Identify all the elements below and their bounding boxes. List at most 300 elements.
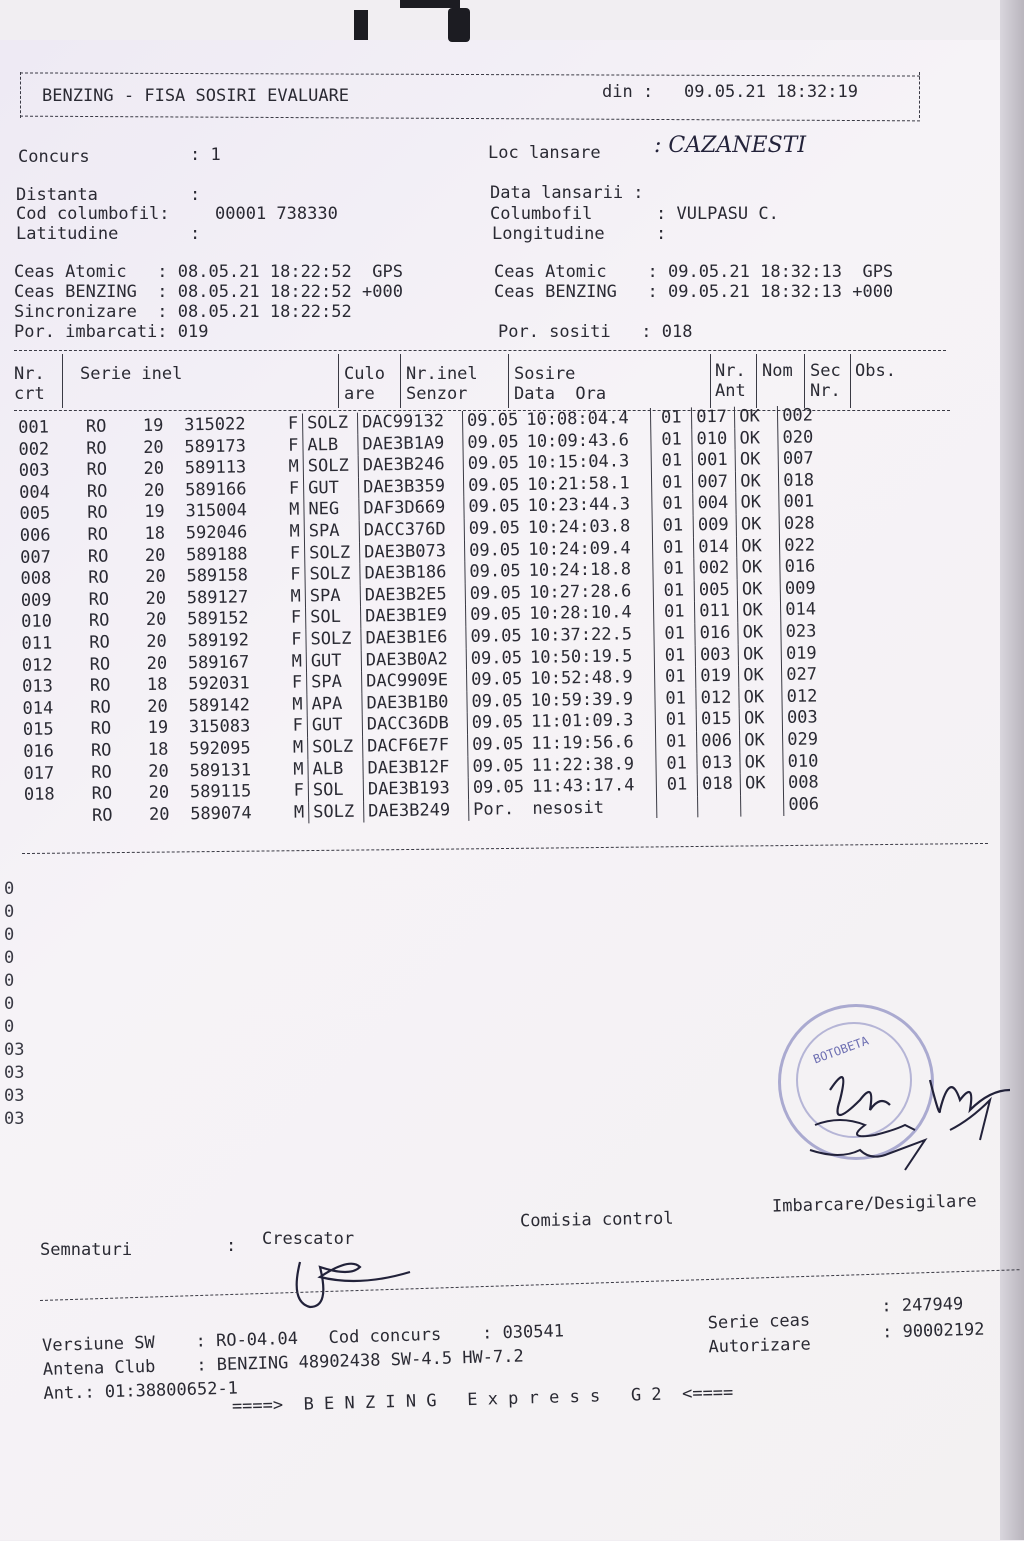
cell-sec: OK	[737, 536, 780, 558]
cell-dt: 09.05	[472, 733, 524, 755]
margin-digit: 0	[4, 879, 15, 899]
cell-rg: RO	[88, 610, 110, 632]
cell-obs: 007	[778, 448, 827, 470]
cell-sen: DACC36DB	[362, 713, 467, 736]
longitudine-label: Longitudine	[492, 224, 605, 244]
cell-sec: OK	[739, 708, 782, 730]
cell-col: GUT	[303, 477, 358, 499]
cell-nr: 015	[22, 719, 54, 741]
report-title: BENZING - FISA SOSIRI EVALUARE	[42, 86, 350, 106]
cell-sen: DAE3B2E5	[360, 584, 465, 607]
cell-sec: OK	[740, 751, 783, 773]
th-senzor: Senzor	[406, 384, 468, 404]
ceas-atomic-end: Ceas Atomic : 09.05.21 18:32:13 GPS	[494, 262, 894, 282]
cell-dt: 09.05	[470, 625, 522, 647]
th-serie-inel: Serie inel	[80, 364, 183, 384]
cell-yr: 20	[147, 696, 168, 717]
cell-sx: M	[284, 694, 307, 716]
cell-rg: RO	[91, 762, 112, 783]
cell-rn: 592095	[189, 738, 251, 760]
cell-obs: 002	[778, 405, 827, 427]
cell-nom: 001	[692, 450, 735, 472]
cell-tm: 10:08:04.4	[526, 408, 629, 430]
concurs-value: : 1	[190, 145, 221, 165]
cell-ant: 01	[651, 407, 692, 429]
cell-yr: 18	[146, 674, 168, 696]
cell-tm: 11:22:38.9	[531, 753, 635, 776]
cell-dt: 09.05	[470, 647, 523, 669]
margin-digit: 03	[4, 1086, 25, 1106]
cell-rn: 589167	[187, 651, 250, 673]
antena-club: Antena Club : BENZING 48902438 SW-4.5 HW-7.2	[42, 1346, 524, 1380]
cell-nr: 009	[20, 590, 52, 611]
cell-sx: M	[281, 500, 304, 522]
cell-yr: 18	[147, 739, 169, 760]
th-nr-ant-1: Nr.	[715, 361, 746, 381]
cell-rn: 589173	[184, 435, 247, 457]
margin-digit: 0	[4, 994, 15, 1014]
cell-sen: DAE3B193	[363, 778, 468, 801]
cell-sec: OK	[735, 406, 778, 428]
cell-tm: 10:09:43.6	[526, 429, 630, 452]
cell-sen: DAE3B249	[364, 800, 469, 823]
th-sec-nr: Nr.	[810, 381, 841, 401]
cell-rn: 315004	[185, 500, 248, 522]
porumbei-sositi: Por. sositi : 018	[498, 322, 693, 342]
cell-obs: 016	[780, 556, 829, 578]
cell-nom: 018	[697, 774, 740, 796]
cell-nom: 016	[695, 623, 738, 645]
cell-rn: 589127	[186, 587, 249, 609]
cell-obs: 020	[778, 427, 827, 449]
semnaturi-colon: :	[226, 1236, 237, 1256]
cell-ant: 01	[652, 515, 693, 537]
cell-rg: RO	[88, 567, 109, 589]
cell-sx: M	[281, 457, 304, 479]
cell-col: SOLZ	[304, 542, 359, 564]
cell-rg: RO	[90, 740, 112, 761]
cell-nr: 011	[21, 633, 53, 654]
cod-columbofil-label: Cod columbofil:	[16, 204, 170, 224]
cell-yr: 20	[148, 804, 170, 825]
cell-rn: 589192	[187, 630, 250, 652]
cell-sx: F	[285, 716, 308, 738]
cell-sen: DAE3B1B0	[362, 692, 467, 715]
cell-tm: 10:21:58.1	[527, 473, 630, 495]
cod-columbofil-value: 00001 738330	[215, 204, 338, 224]
cell-nom: 004	[693, 493, 736, 515]
cell-sx: F	[280, 413, 303, 435]
cell-yr: 20	[148, 782, 170, 804]
cell-yr: 20	[148, 761, 169, 782]
cell-rg: RO	[86, 459, 108, 481]
cell-sec: OK	[738, 600, 781, 622]
ceas-benzing-start: Ceas BENZING : 08.05.21 18:22:52 +000	[14, 282, 403, 302]
autorizare-value: : 90002192	[881, 1319, 985, 1343]
cell-ant: 01	[656, 731, 697, 753]
cell-dt: 09.05	[471, 690, 523, 712]
cell-sen: DAE3B1E6	[361, 627, 466, 650]
margin-digit: 0	[4, 971, 15, 991]
cell-nom: 019	[696, 666, 739, 688]
cell-sec: OK	[738, 644, 781, 666]
cell-ant: 01	[652, 472, 693, 494]
cell-yr: 20	[143, 437, 164, 458]
porumbei-imbarcati: Por. imbarcati: 019	[14, 322, 209, 342]
cell-sec: OK	[737, 579, 780, 601]
cell-dt: 09.05	[472, 755, 524, 777]
cell-col: NEG	[304, 499, 359, 521]
cell-yr: 20	[145, 588, 167, 609]
latitudine-label: Latitudine	[16, 224, 119, 244]
cell-col: GUT	[306, 650, 361, 672]
cell-rg: RO	[87, 546, 109, 567]
cell-nom: 015	[696, 709, 739, 731]
cell-sen: DAF3D669	[359, 497, 464, 520]
cell-nom: 003	[695, 644, 738, 666]
cell-dt: Por.	[473, 798, 515, 820]
cell-dt: 09.05	[469, 582, 522, 604]
cell-col: SOLZ	[305, 564, 360, 586]
cell-nr: 002	[18, 439, 50, 460]
cell-tm: 11:19:56.6	[531, 732, 634, 754]
cell-ant: 01	[651, 451, 692, 473]
cell-rg: RO	[86, 438, 107, 459]
cell-sx: F	[282, 565, 305, 587]
cell-sen: DAC99132	[357, 411, 462, 434]
cell-ant: 01	[651, 429, 692, 451]
cell-col: SOLZ	[306, 629, 361, 651]
cell-col: SOLZ	[309, 801, 364, 823]
cell-rn: 589131	[189, 759, 252, 781]
cell-nom: 006	[697, 731, 740, 753]
cell-sx: F	[283, 629, 306, 651]
cell-ant: 01	[653, 537, 694, 559]
cell-dt: 09.05	[471, 712, 524, 734]
cell-sec: OK	[737, 557, 780, 579]
imbarcare-label: Imbarcare/Desigilare	[771, 1191, 977, 1217]
cell-rn: 589166	[184, 479, 247, 501]
cell-ant: 01	[655, 710, 696, 732]
th-nr-ant-2: Ant	[715, 381, 746, 401]
cell-obs: 018	[779, 470, 828, 492]
cell-rg: RO	[85, 416, 107, 437]
cell-obs: 010	[783, 751, 832, 773]
cell-sen: DAE3B12F	[363, 756, 468, 779]
cell-ant: 01	[654, 602, 695, 624]
cell-nom: 011	[695, 601, 738, 623]
cell-sen: DAE3B246	[358, 454, 463, 477]
margin-digit: 03	[4, 1109, 25, 1129]
cell-nr: 003	[18, 460, 50, 482]
cell-yr: 20	[146, 653, 168, 674]
cell-yr: 20	[145, 566, 166, 588]
cell-ant: 01	[653, 580, 694, 602]
margin-digit: 0	[4, 925, 15, 945]
cell-nr: 018	[23, 784, 55, 805]
cell-obs: 012	[782, 686, 831, 708]
cell-obs: 006	[784, 794, 833, 816]
cell-ant: 01	[652, 494, 693, 516]
th-sec: Sec	[810, 361, 841, 381]
data-lansarii-label: Data lansarii :	[490, 183, 644, 203]
cell-dt: 09.05	[469, 561, 521, 583]
cell-sx: M	[285, 737, 308, 759]
margin-digit: 0	[4, 948, 15, 968]
cell-tm: 10:59:39.9	[530, 689, 634, 711]
cell-obs: 003	[782, 708, 831, 730]
cell-nr: 016	[23, 741, 55, 762]
latitudine-value: :	[190, 224, 201, 244]
cell-rn: 589113	[184, 457, 247, 479]
cell-dt: 09.05	[471, 669, 523, 690]
stamp-text: BOTOBETA	[811, 1033, 871, 1067]
cell-rg: RO	[88, 589, 110, 610]
cell-col: SOL	[308, 780, 363, 802]
cell-col: GUT	[307, 715, 362, 737]
cell-nom: 002	[694, 558, 737, 580]
cell-sx: F	[284, 673, 307, 695]
cell-obs: 014	[781, 600, 830, 622]
cell-nr: 010	[21, 611, 53, 633]
cell-nr: 017	[23, 762, 55, 784]
cell-nom: 007	[693, 471, 736, 493]
th-nrinel: Nr.inel	[406, 364, 478, 384]
cell-tm: 10:24:09.4	[528, 537, 631, 560]
margin-digit: 03	[4, 1063, 25, 1083]
cell-nom: 017	[692, 407, 735, 429]
serie-ceas-label: Serie ceas	[707, 1310, 811, 1334]
margin-digit: 03	[4, 1040, 25, 1060]
cell-rg: RO	[89, 654, 111, 675]
cell-rg: RO	[91, 783, 113, 804]
th-sosire: Sosire	[514, 364, 576, 384]
cell-sx: M	[286, 802, 309, 824]
cell-obs: 009	[780, 578, 829, 600]
th-nr: Nr.	[14, 364, 45, 384]
cell-dt: 09.05	[469, 604, 522, 626]
cell-rg: RO	[90, 718, 112, 740]
cell-tm: 10:24:03.8	[527, 516, 631, 538]
sincronizare: Sincronizare : 08.05.21 18:22:52	[14, 302, 352, 322]
ceas-benzing-end: Ceas BENZING : 09.05.21 18:32:13 +000	[494, 282, 894, 302]
cell-obs: 019	[781, 643, 830, 665]
cell-yr: 19	[142, 415, 164, 436]
report-datetime: 09.05.21 18:32:19	[684, 82, 858, 102]
cell-tm: 10:37:22.5	[529, 624, 633, 646]
cell-tm: 11:43:17.4	[531, 775, 635, 798]
cell-obs: 027	[782, 664, 831, 686]
cell-tm: nesosit	[532, 797, 605, 819]
cell-sx: M	[285, 759, 308, 781]
cell-sen: DACF6E7F	[363, 735, 468, 758]
cell-nom: 010	[692, 428, 735, 450]
cell-obs: 008	[783, 772, 832, 794]
cell-nr: 005	[19, 503, 51, 525]
cell-rn: 589074	[190, 803, 252, 824]
cell-dt: 09.05	[468, 518, 521, 539]
cell-dt: 09.05	[467, 431, 519, 453]
longitudine-value: :	[656, 224, 667, 244]
cell-sx: M	[284, 651, 307, 673]
th-culoare-2: are	[344, 384, 375, 404]
cell-sx: M	[283, 586, 306, 608]
cell-yr: 20	[146, 631, 167, 652]
cell-yr: 20	[143, 458, 165, 480]
cell-nr: 007	[20, 547, 52, 568]
cell-col: APA	[307, 693, 362, 715]
cell-tm: 10:28:10.4	[529, 602, 632, 625]
cell-yr: 20	[145, 609, 167, 631]
loc-lansare-label: Loc lansare	[488, 143, 601, 163]
cell-col: SPA	[304, 521, 359, 543]
th-crt: crt	[14, 384, 45, 404]
cell-nom: 013	[697, 752, 740, 774]
cell-tm: 11:01:09.3	[530, 710, 634, 733]
cell-col: ALB	[308, 758, 363, 780]
cell-ant: 01	[654, 645, 695, 667]
cell-nom: 005	[694, 579, 737, 601]
cell-ant: 01	[656, 753, 697, 775]
cell-dt: 09.05	[467, 474, 520, 496]
cell-sec: OK	[740, 773, 783, 795]
cell-col: SOL	[306, 607, 361, 629]
loc-lansare-value: : CAZANESTI	[654, 133, 807, 158]
cell-sec: OK	[735, 449, 778, 471]
cell-ant: 01	[655, 666, 696, 688]
cell-sen: DAC9909E	[362, 670, 467, 693]
cell-col: SOLZ	[308, 736, 363, 758]
cell-sec: OK	[739, 687, 782, 709]
cell-rn: 315022	[183, 414, 246, 436]
cell-rg: RO	[87, 502, 108, 524]
cell-obs: 028	[779, 513, 828, 535]
cell-obs: 023	[781, 621, 830, 643]
columbofil-value: : VULPASU C.	[656, 204, 779, 224]
cell-dt: 09.05	[468, 539, 521, 561]
cell-ant: 01	[655, 688, 696, 710]
cell-tm: 10:23:44.3	[527, 494, 631, 517]
cell-obs: 022	[780, 535, 829, 557]
cell-sen: DAE3B1E9	[361, 605, 466, 628]
cell-rn: 589188	[186, 543, 248, 565]
cell-yr: 19	[147, 717, 169, 739]
cell-rn: 589158	[186, 565, 249, 587]
cell-rg: RO	[91, 805, 113, 826]
cell-sx: M	[282, 521, 305, 543]
th-nom: Nom	[762, 361, 793, 381]
cell-nr: 012	[21, 654, 53, 676]
cell-yr: 20	[143, 480, 165, 501]
cell-rn: 589142	[188, 695, 251, 717]
cell-yr: 19	[144, 502, 165, 523]
din-label: din :	[602, 82, 654, 102]
cell-yr: 18	[144, 523, 166, 544]
cell-sx: F	[283, 608, 306, 630]
cell-rn: 315083	[188, 716, 251, 738]
cell-sec: OK	[739, 665, 782, 687]
cell-sx: F	[280, 435, 303, 457]
versiune-sw: Versiune SW : RO-04.04 Cod concurs : 030541	[41, 1321, 565, 1356]
semnaturi-label: Semnaturi	[40, 1240, 133, 1260]
cell-rg: RO	[89, 675, 111, 696]
comisia-control-label: Comisia control	[519, 1208, 674, 1232]
cell-obs: 001	[779, 492, 828, 514]
cell-sec: OK	[736, 471, 779, 493]
cell-tm: 10:52:48.9	[530, 667, 633, 690]
cell-tm: 10:15:04.3	[526, 451, 630, 474]
cell-sen: DAE3B186	[360, 562, 465, 585]
th-data-ora: Data Ora	[514, 384, 607, 404]
cell-nr: 008	[20, 568, 52, 590]
cell-rn: 592031	[188, 673, 250, 695]
cell-nr: 014	[22, 698, 54, 719]
distanta-value: :	[190, 185, 201, 205]
cell-rg: RO	[87, 524, 109, 545]
cell-nr: 013	[22, 676, 54, 698]
cell-nr: 006	[19, 525, 51, 546]
cell-rg: RO	[86, 481, 108, 502]
cell-col: ALB	[303, 434, 358, 456]
cell-tm: 10:50:19.5	[529, 645, 633, 668]
benzing-express-banner: ====> B E N Z I N G E x p r e s s G 2 <====	[231, 1382, 734, 1417]
cell-nr: 004	[19, 482, 51, 503]
cell-nom: 009	[693, 515, 736, 537]
cell-tm: 10:24:18.8	[528, 559, 632, 582]
cell-col: SOLZ	[303, 456, 358, 478]
cell-nr: 001	[17, 417, 50, 438]
cell-ant: 01	[653, 558, 694, 580]
cell-rg: RO	[89, 632, 110, 653]
cell-sen: DAE3B359	[358, 476, 463, 499]
cell-col: SPA	[307, 672, 362, 694]
ceas-atomic-start: Ceas Atomic : 08.05.21 18:22:52 GPS	[14, 262, 403, 282]
crescator-label: Crescator	[262, 1229, 355, 1249]
margin-digit: 0	[4, 902, 15, 922]
cell-rn: 589115	[189, 781, 252, 803]
cell-sx: F	[281, 478, 304, 500]
cell-col: SOLZ	[302, 413, 357, 435]
margin-digit: 0	[4, 1017, 15, 1037]
cell-sx: F	[286, 781, 309, 803]
cell-col: SPA	[305, 585, 360, 607]
cell-nom: 014	[694, 536, 737, 558]
cell-sen: DAE3B0A2	[361, 648, 466, 671]
th-obs: Obs.	[855, 361, 896, 381]
cell-sec: OK	[735, 428, 778, 450]
cell-rg: RO	[90, 697, 111, 718]
cell-sen: DACC376D	[359, 519, 464, 542]
cell-dt: 09.05	[468, 496, 520, 518]
cell-dt: 09.05	[472, 777, 525, 798]
cell-sen: DAE3B073	[359, 541, 464, 564]
cell-sec: OK	[740, 730, 783, 752]
cell-obs: 029	[783, 729, 832, 751]
serie-ceas-value: : 247949	[881, 1294, 964, 1317]
cell-ant: 01	[656, 774, 697, 796]
cell-tm: 10:27:28.6	[528, 581, 632, 603]
distanta-label: Distanta	[16, 185, 98, 205]
concurs-label: Concurs	[18, 147, 90, 167]
columbofil-label: Columbofil	[490, 204, 593, 224]
cell-sx: F	[282, 543, 305, 565]
cell-sec: OK	[736, 492, 779, 514]
cell-nom: 012	[696, 687, 739, 709]
antena-id: Ant.: 01:38800652-1	[43, 1378, 239, 1404]
autorizare-label: Autorizare	[708, 1334, 812, 1358]
cell-ant: 01	[654, 623, 695, 645]
th-culoare-1: Culo	[344, 364, 385, 384]
